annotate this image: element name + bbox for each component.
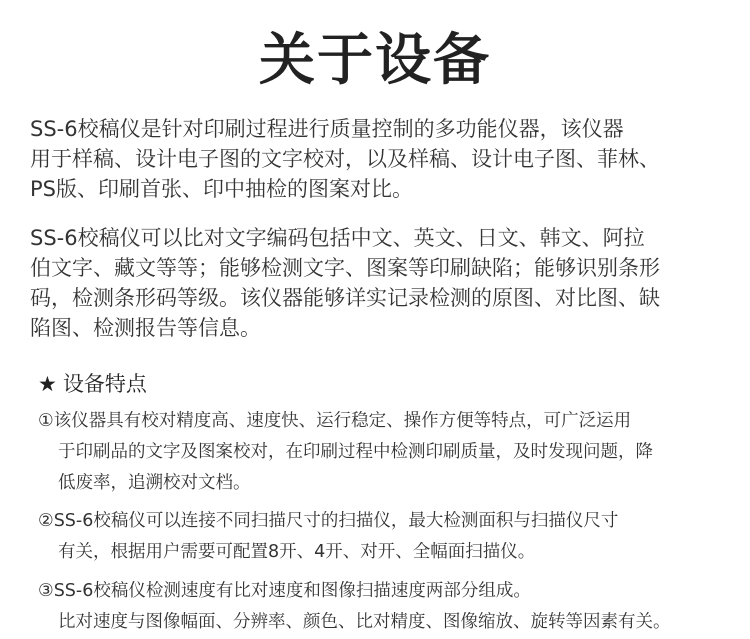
features-heading-label: 设备特点 bbox=[62, 372, 147, 396]
paragraph-line: 用于样稿、设计电子图的文字校对，以及样稿、设计电子图、菲林、 bbox=[30, 147, 660, 171]
paragraph-line: SS-6校稿仪可以比对文字编码包括中文、英文、日文、韩文、阿拉 bbox=[30, 226, 645, 250]
feature-item-3 bbox=[38, 576, 728, 638]
paragraph-line: SS-6校稿仪是针对印刷过程进行质量控制的多功能仪器，该仪器 bbox=[30, 117, 624, 141]
feature-line: 比对速度与图像幅面、分辨率、颜色、比对精度、图像缩放、旋转等因素有关。 bbox=[58, 612, 671, 632]
feature-line: ②SS-6校稿仪可以连接不同扫描尺寸的扫描仪，最大检测面积与扫描仪尺寸 bbox=[38, 511, 619, 531]
features-heading bbox=[38, 369, 147, 399]
feature-item-2 bbox=[38, 506, 728, 568]
intro-paragraph-1 bbox=[30, 114, 722, 204]
feature-line: ③SS-6校稿仪检测速度有比对速度和图像扫描速度两部分组成。 bbox=[38, 581, 531, 601]
feature-line: ①该仪器具有校对精度高、速度快、运行稳定、操作方便等特点，可广泛运用 bbox=[38, 411, 632, 431]
paragraph-line: PS版、印刷首张、印中抽检的图案对比。 bbox=[30, 177, 413, 201]
paragraph-line: 伯文字、藏文等等；能够检测文字、图案等印刷缺陷；能够识别条形 bbox=[30, 256, 660, 280]
intro-paragraph-2 bbox=[30, 223, 722, 343]
paragraph-line: 码，检测条形码等级。该仪器能够详实记录检测的原图、对比图、缺 bbox=[30, 286, 660, 310]
paragraph-line: 陷图、检测报告等信息。 bbox=[30, 316, 261, 340]
feature-item-1 bbox=[38, 406, 728, 499]
feature-line: 低废率，追溯校对文档。 bbox=[58, 473, 251, 493]
feature-line: 有关，根据用户需要可配置8开、4开、对开、全幅面扫描仪。 bbox=[58, 542, 536, 562]
page-title: 关于设备 bbox=[259, 28, 491, 93]
star-icon: ★ bbox=[38, 372, 57, 396]
feature-line: 于印刷品的文字及图案校对，在印刷过程中检测印刷质量，及时发现问题，降 bbox=[58, 442, 653, 462]
